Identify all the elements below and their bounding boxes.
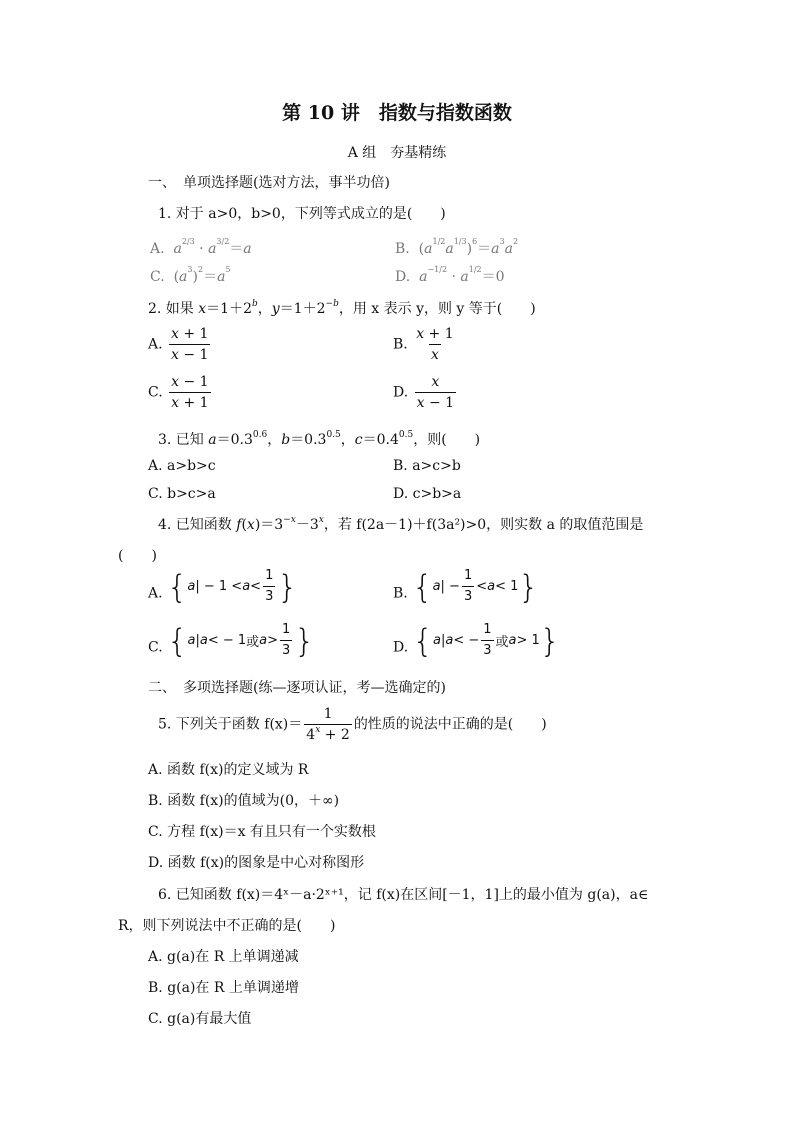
q1-option-a[interactable]: A. $a^{2/3} \cdot a^{3/2}=a$ [150,237,252,257]
left-brace-icon: { [167,621,188,660]
left-brace-icon: { [412,567,433,606]
question-3-stem: 3. 已知 $a=0.3^{0.6}$，$b=0.3^{0.5}$，$c=0.4^{0.5}$，则( ) [158,430,481,448]
option-letter: D. [393,639,409,656]
or-word: 或 [246,635,260,650]
q4-stem-pre: 4. 已知函数 [158,517,237,533]
q3-stem-post: ，则( ) [413,432,481,448]
right-brace-icon: } [539,621,561,660]
option-letter: B. [393,585,408,602]
q5-option-c[interactable]: C. 方程 f(x)＝x 有且只有一个实数根 [148,824,376,840]
q4-option-b[interactable]: B. { a | − $\frac{1}{3}$ < a < 1 } [393,567,539,606]
q3-stem-pre: 3. 已知 [158,432,209,448]
q5-option-a[interactable]: A. 函数 f(x)的定义域为 R [148,762,309,778]
q6-option-c[interactable]: C. g(a)有最大值 [148,1011,252,1027]
q2-option-d[interactable]: D. $\frac{x}{x - 1}$ [393,374,455,411]
q5-stem-pre: 5. 下列关于函数 f(x)＝ [158,716,303,733]
q4-answer-paren: ( ) [118,548,157,564]
q5-stem-post: 的性质的说法中正确的是( ) [353,716,547,733]
option-letter: B. [393,336,408,353]
or-word: 或 [495,635,509,650]
option-letter: B. [395,241,410,257]
right-brace-icon: } [294,621,315,660]
q6-option-b[interactable]: B. g(a)在 R 上单调递增 [148,980,299,996]
q1-option-b[interactable]: B. $(a^{1/2}a^{1/3})^6=a^3a^2$ [395,237,519,257]
question-1-stem: 1. 对于 a>0，b>0，下列等式成立的是( ) [158,206,446,222]
question-6-stem-line2: R，则下列说法中不正确的是( ) [118,918,336,934]
q2-stem-pre: 2. 如果 [148,301,199,317]
question-6-stem-line1: 6. 已知函数 f(x)＝4ˣ－a·2ˣ⁺¹，记 f(x)在区间[－1，1]上的最小值为 g(a)，a∈ [158,887,649,903]
question-2-stem: 2. 如果 $x=1+2^b$，$y=1+2^{-b}$，用 x 表示 y，则 y 等于( ) [148,299,536,317]
q4-option-c[interactable]: C. { a | a < − 1 或 a > $\frac{1}{3}$ } [148,621,315,660]
option-letter: C. [148,384,163,401]
q4-option-a[interactable]: A. { a | − 1 < a < $\frac{1}{3}$ } [148,567,298,606]
option-letter: C. [150,269,165,285]
option-letter: A. [148,336,163,353]
q3-option-d[interactable]: D. c>b>a [393,486,462,502]
q5-option-b[interactable]: B. 函数 f(x)的值域为(0，＋∞) [148,793,340,809]
q3-option-c[interactable]: C. b>c>a [148,486,216,502]
option-letter: D. [393,384,409,401]
group-subtitle: A 组 夯基精练 [347,145,447,161]
option-letter: A. [148,585,163,602]
q5-option-d[interactable]: D. 函数 f(x)的图象是中心对称图形 [148,855,365,871]
q3-option-b[interactable]: B. a>c>b [393,458,461,474]
q6-option-a[interactable]: A. g(a)在 R 上单调递减 [148,949,299,965]
option-letter: A. [150,241,165,257]
right-brace-icon: } [277,567,298,606]
q4-stem-post: ，若 f(2a－1)＋f(3a²)>0，则实数 a 的取值范围是 [323,517,644,533]
right-brace-icon: } [518,567,539,606]
q1-option-d[interactable]: D. $a^{-1/2} \cdot a^{1/2}=0$ [395,265,505,285]
option-letter: C. [148,639,163,656]
q2-option-c[interactable]: C. $\frac{x - 1}{x + 1}$ [148,374,209,411]
page-title: 第 10 讲 指数与指数函数 [282,102,512,124]
left-brace-icon: { [167,567,188,606]
q2-option-a[interactable]: A. $\frac{x + 1}{x - 1}$ [148,326,209,363]
section-heading-multi-choice: 二、 多项选择题(练—逐项认证，考—选确定的) [148,680,446,696]
q2-stem-post: ，用 x 表示 y，则 y 等于( ) [338,301,536,317]
question-5-stem: 5. 下列关于函数 f(x)＝ $\frac{1}{4^x + 2}$ 的性质的说法中正确的是( ) [158,706,547,743]
q4-option-d[interactable]: D. { a | a < − $\frac{1}{3}$ 或 a > 1 } [393,621,561,660]
section-heading-single-choice: 一、 单项选择题(选对方法，事半功倍) [148,175,390,191]
q2-option-b[interactable]: B. $\frac{x + 1}{x}$ [393,326,454,363]
question-4-stem: 4. 已知函数 $f(x)=3^{-x}-3^x$，若 f(2a－1)＋f(3a²)>0，则实数 a 的取值范围是 [158,515,644,533]
q1-option-c[interactable]: C. $(a^3)^2=a^5$ [150,265,231,285]
q3-option-a[interactable]: A. a>b>c [148,458,216,474]
option-letter: D. [395,269,411,285]
left-brace-icon: { [412,621,433,660]
